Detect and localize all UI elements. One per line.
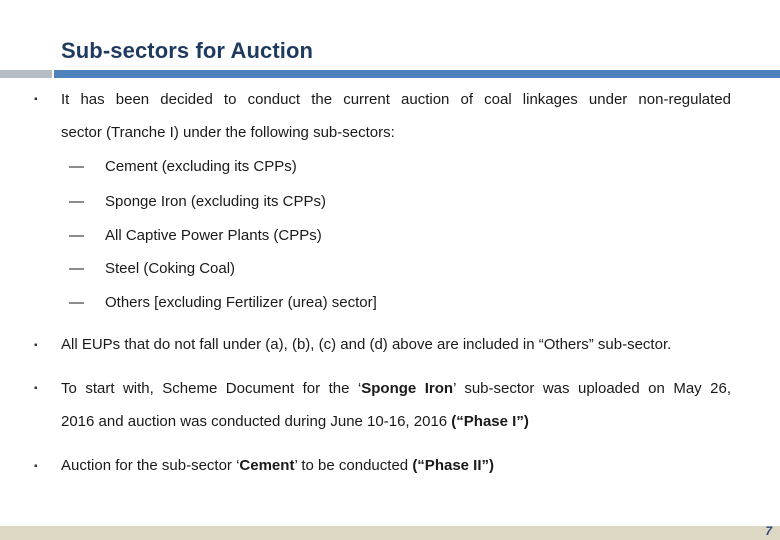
slide-title: Sub-sectors for Auction bbox=[61, 38, 314, 63]
bullet-marker: ▪ bbox=[34, 340, 38, 351]
sub-item-dash: — bbox=[69, 294, 84, 311]
sub-item-cement: Cement (excluding its CPPs) bbox=[105, 158, 297, 175]
bullet-4-text: Auction for the sub-sector ‘Cement’ to be conducted (“Phase II”) bbox=[61, 457, 494, 474]
sub-item-steel: Steel (Coking Coal) bbox=[105, 260, 236, 277]
title-rule bbox=[54, 70, 780, 78]
bullet-marker: ▪ bbox=[34, 383, 38, 394]
bullet-3-line-1: To start with, Scheme Document for the ‘Sponge Iron’ sub-sector was uploaded on May 26, bbox=[61, 380, 731, 397]
sub-item-dash: — bbox=[69, 260, 84, 277]
footer-bar bbox=[0, 526, 780, 540]
bullet-2-text: All EUPs that do not fall under (a), (b), (c) and (d) above are included in “Others” sub-sector. bbox=[61, 336, 672, 353]
sub-item-dash: — bbox=[69, 227, 84, 244]
sub-item-sponge-iron: Sponge Iron (excluding its CPPs) bbox=[105, 193, 326, 210]
page-number: 7 bbox=[765, 524, 772, 538]
bullet-1-line-2: sector (Tranche I) under the following sub-sectors: bbox=[61, 124, 395, 141]
title-rule-accent bbox=[0, 70, 52, 78]
bullet-1-line-1: It has been decided to conduct the current auction of coal linkages under non-regulated bbox=[61, 91, 731, 108]
bullet-marker: ▪ bbox=[34, 461, 38, 472]
sub-item-dash: — bbox=[69, 193, 84, 210]
bullet-3-line-2: 2016 and auction was conducted during June 10-16, 2016 (“Phase I”) bbox=[61, 413, 529, 430]
sub-item-dash: — bbox=[69, 158, 84, 175]
sub-item-cpp: All Captive Power Plants (CPPs) bbox=[105, 227, 322, 244]
bullet-marker: ▪ bbox=[34, 94, 38, 105]
sub-item-others: Others [excluding Fertilizer (urea) sector] bbox=[105, 294, 377, 311]
